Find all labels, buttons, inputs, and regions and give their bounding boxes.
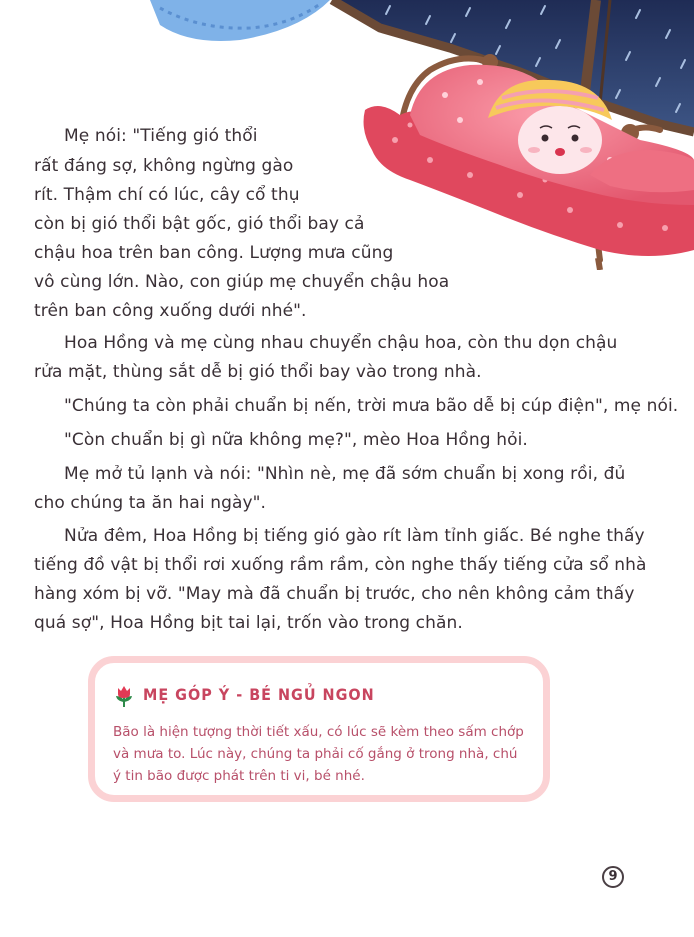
tip-title: MẸ GÓP Ý - BÉ NGỦ NGON	[143, 685, 375, 704]
story-line: chậu hoa trên ban công. Lượng mưa cũng	[34, 243, 394, 263]
tip-line: và mưa to. Lúc này, chúng ta phải cố gắng ở trong nhà, chú	[113, 746, 518, 762]
story-line: Mẹ nói: "Tiếng gió thổi	[64, 126, 258, 146]
story-line: Nửa đêm, Hoa Hồng bị tiếng gió gào rít làm tỉnh giấc. Bé nghe thấy	[64, 526, 645, 546]
story-line: cho chúng ta ăn hai ngày".	[34, 493, 267, 513]
story-line: tiếng đồ vật bị thổi rơi xuống rầm rầm, còn nghe thấy tiếng cửa sổ nhà	[34, 555, 647, 575]
story-line: "Chúng ta còn phải chuẩn bị nến, trời mưa bão dễ bị cúp điện", mẹ nói.	[64, 396, 679, 416]
story-line: rít. Thậm chí có lúc, cây cổ thụ	[34, 185, 300, 205]
story-line: quá sợ", Hoa Hồng bịt tai lại, trốn vào trong chăn.	[34, 613, 463, 633]
tip-line: ý tin bão được phát trên ti vi, bé nhé.	[113, 768, 365, 784]
parent-tip-box	[88, 656, 550, 802]
story-line: còn bị gió thổi bật gốc, gió thổi bay cả	[34, 214, 365, 234]
rose-icon	[113, 685, 135, 709]
story-line: "Còn chuẩn bị gì nữa không mẹ?", mèo Hoa Hồng hỏi.	[64, 430, 528, 450]
story-line: trên ban công xuống dưới nhé".	[34, 301, 307, 321]
story-line: rửa mặt, thùng sắt dễ bị gió thổi bay vào trong nhà.	[34, 362, 482, 382]
tip-line: Bão là hiện tượng thời tiết xấu, có lúc sẽ kèm theo sấm chớp	[113, 724, 524, 740]
story-line: vô cùng lớn. Nào, con giúp mẹ chuyển chậu hoa	[34, 272, 450, 292]
story-line: rất đáng sợ, không ngừng gào	[34, 156, 294, 176]
page-number: 9	[602, 866, 624, 888]
story-line: Mẹ mở tủ lạnh và nói: "Nhìn nè, mẹ đã sớm chuẩn bị xong rồi, đủ	[64, 464, 626, 484]
story-line: Hoa Hồng và mẹ cùng nhau chuyển chậu hoa, còn thu dọn chậu	[64, 333, 618, 353]
story-line: hàng xóm bị vỡ. "May mà đã chuẩn bị trước, cho nên không cảm thấy	[34, 584, 635, 604]
